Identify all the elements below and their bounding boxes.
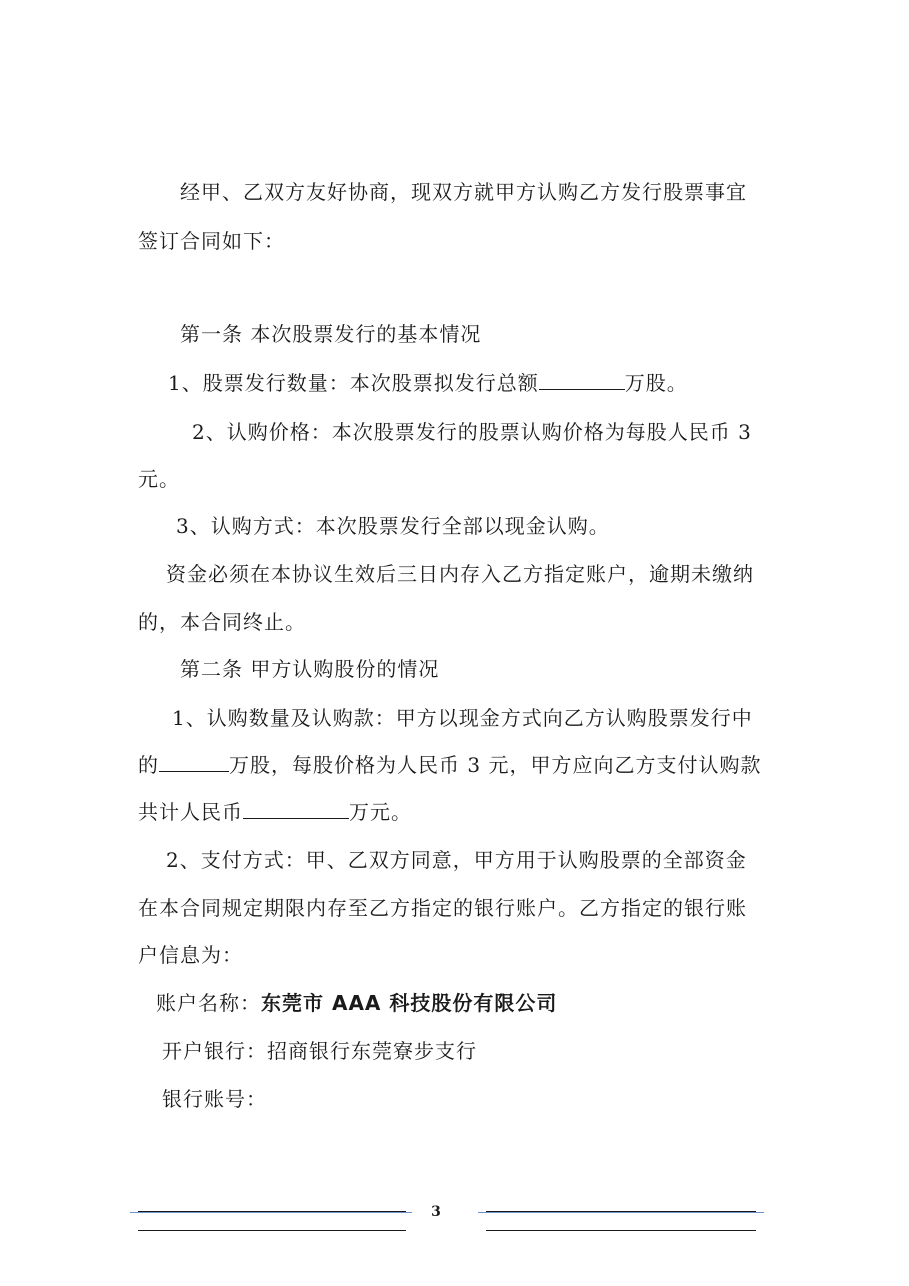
- bank-row: [162, 1039, 477, 1063]
- article-2-item-1-line-3: [138, 800, 412, 824]
- article-2-item-1-line-2: [138, 753, 761, 777]
- footer-rule-right-bottom: [486, 1230, 756, 1231]
- footer-rule-left-bottom: [138, 1230, 406, 1231]
- account-name-row: [156, 991, 557, 1015]
- article-2-item-2-line-3: 户信息为：: [138, 943, 243, 967]
- account-name-value: 东莞市 AAA 科技股份有限公司: [261, 991, 558, 1015]
- account-number-label: 银行账号：: [162, 1087, 267, 1111]
- article-2-item-1-line-3-post: 万元。: [349, 800, 412, 824]
- account-number-row: [162, 1087, 267, 1111]
- article-2-title: 第二条 甲方认购股份的情况: [180, 657, 440, 681]
- article-1-note-line-2: 的，本合同终止。: [138, 610, 306, 634]
- subscribe-quantity-blank: [159, 753, 229, 772]
- article-1-item-1-text: 1、股票发行数量：本次股票拟发行总额: [168, 371, 539, 395]
- footer-rule-right-top-dark: [486, 1211, 756, 1212]
- article-1-note-line-1: 资金必须在本协议生效后三日内存入乙方指定账户，逾期未缴纳: [166, 562, 754, 586]
- page-number: 3: [431, 1204, 441, 1220]
- article-2-item-1-line-2-post: 万股，每股价格为人民币 3 元，甲方应向乙方支付认购款: [229, 753, 762, 777]
- article-2-item-2-line-2: 在本合同规定期限内存至乙方指定的银行账户。乙方指定的银行账: [138, 896, 747, 920]
- article-1-item-1: [168, 371, 688, 395]
- account-name-label: 账户名称：: [156, 991, 261, 1015]
- article-2-item-2-line-1: 2、支付方式：甲、乙双方同意，甲方用于认购股票的全部资金: [166, 848, 747, 872]
- footer-rule-left-top-dark: [138, 1211, 406, 1212]
- article-2-item-1-line-1: 1、认购数量及认购款：甲方以现金方式向乙方认购股票发行中: [172, 706, 753, 730]
- article-2-item-1-line-2-pre: 的: [138, 753, 159, 777]
- intro-paragraph-line-1: 经甲、乙双方友好协商，现双方就甲方认购乙方发行股票事宜: [180, 180, 747, 204]
- issue-amount-blank: [539, 371, 625, 390]
- article-1-item-3: 3、认购方式：本次股票发行全部以现金认购。: [176, 514, 610, 538]
- article-2-item-1-line-3-pre: 共计人民币: [138, 800, 243, 824]
- article-1-title: 第一条 本次股票发行的基本情况: [180, 322, 482, 346]
- bank-label: 开户银行：: [162, 1039, 267, 1063]
- page-footer: [0, 1200, 909, 1240]
- footer-rule-left-top: [130, 1212, 412, 1213]
- footer-rule-right-top: [478, 1212, 764, 1213]
- intro-paragraph-line-2: 签订合同如下：: [138, 229, 285, 253]
- bank-value: 招商银行东莞寮步支行: [267, 1039, 477, 1063]
- article-1-item-2-line-1: 2、认购价格：本次股票发行的股票认购价格为每股人民币 3: [192, 420, 752, 444]
- article-1-item-2-line-2: 元。: [138, 467, 180, 491]
- article-1-item-1-unit: 万股。: [624, 371, 688, 395]
- subscribe-total-blank: [243, 800, 349, 819]
